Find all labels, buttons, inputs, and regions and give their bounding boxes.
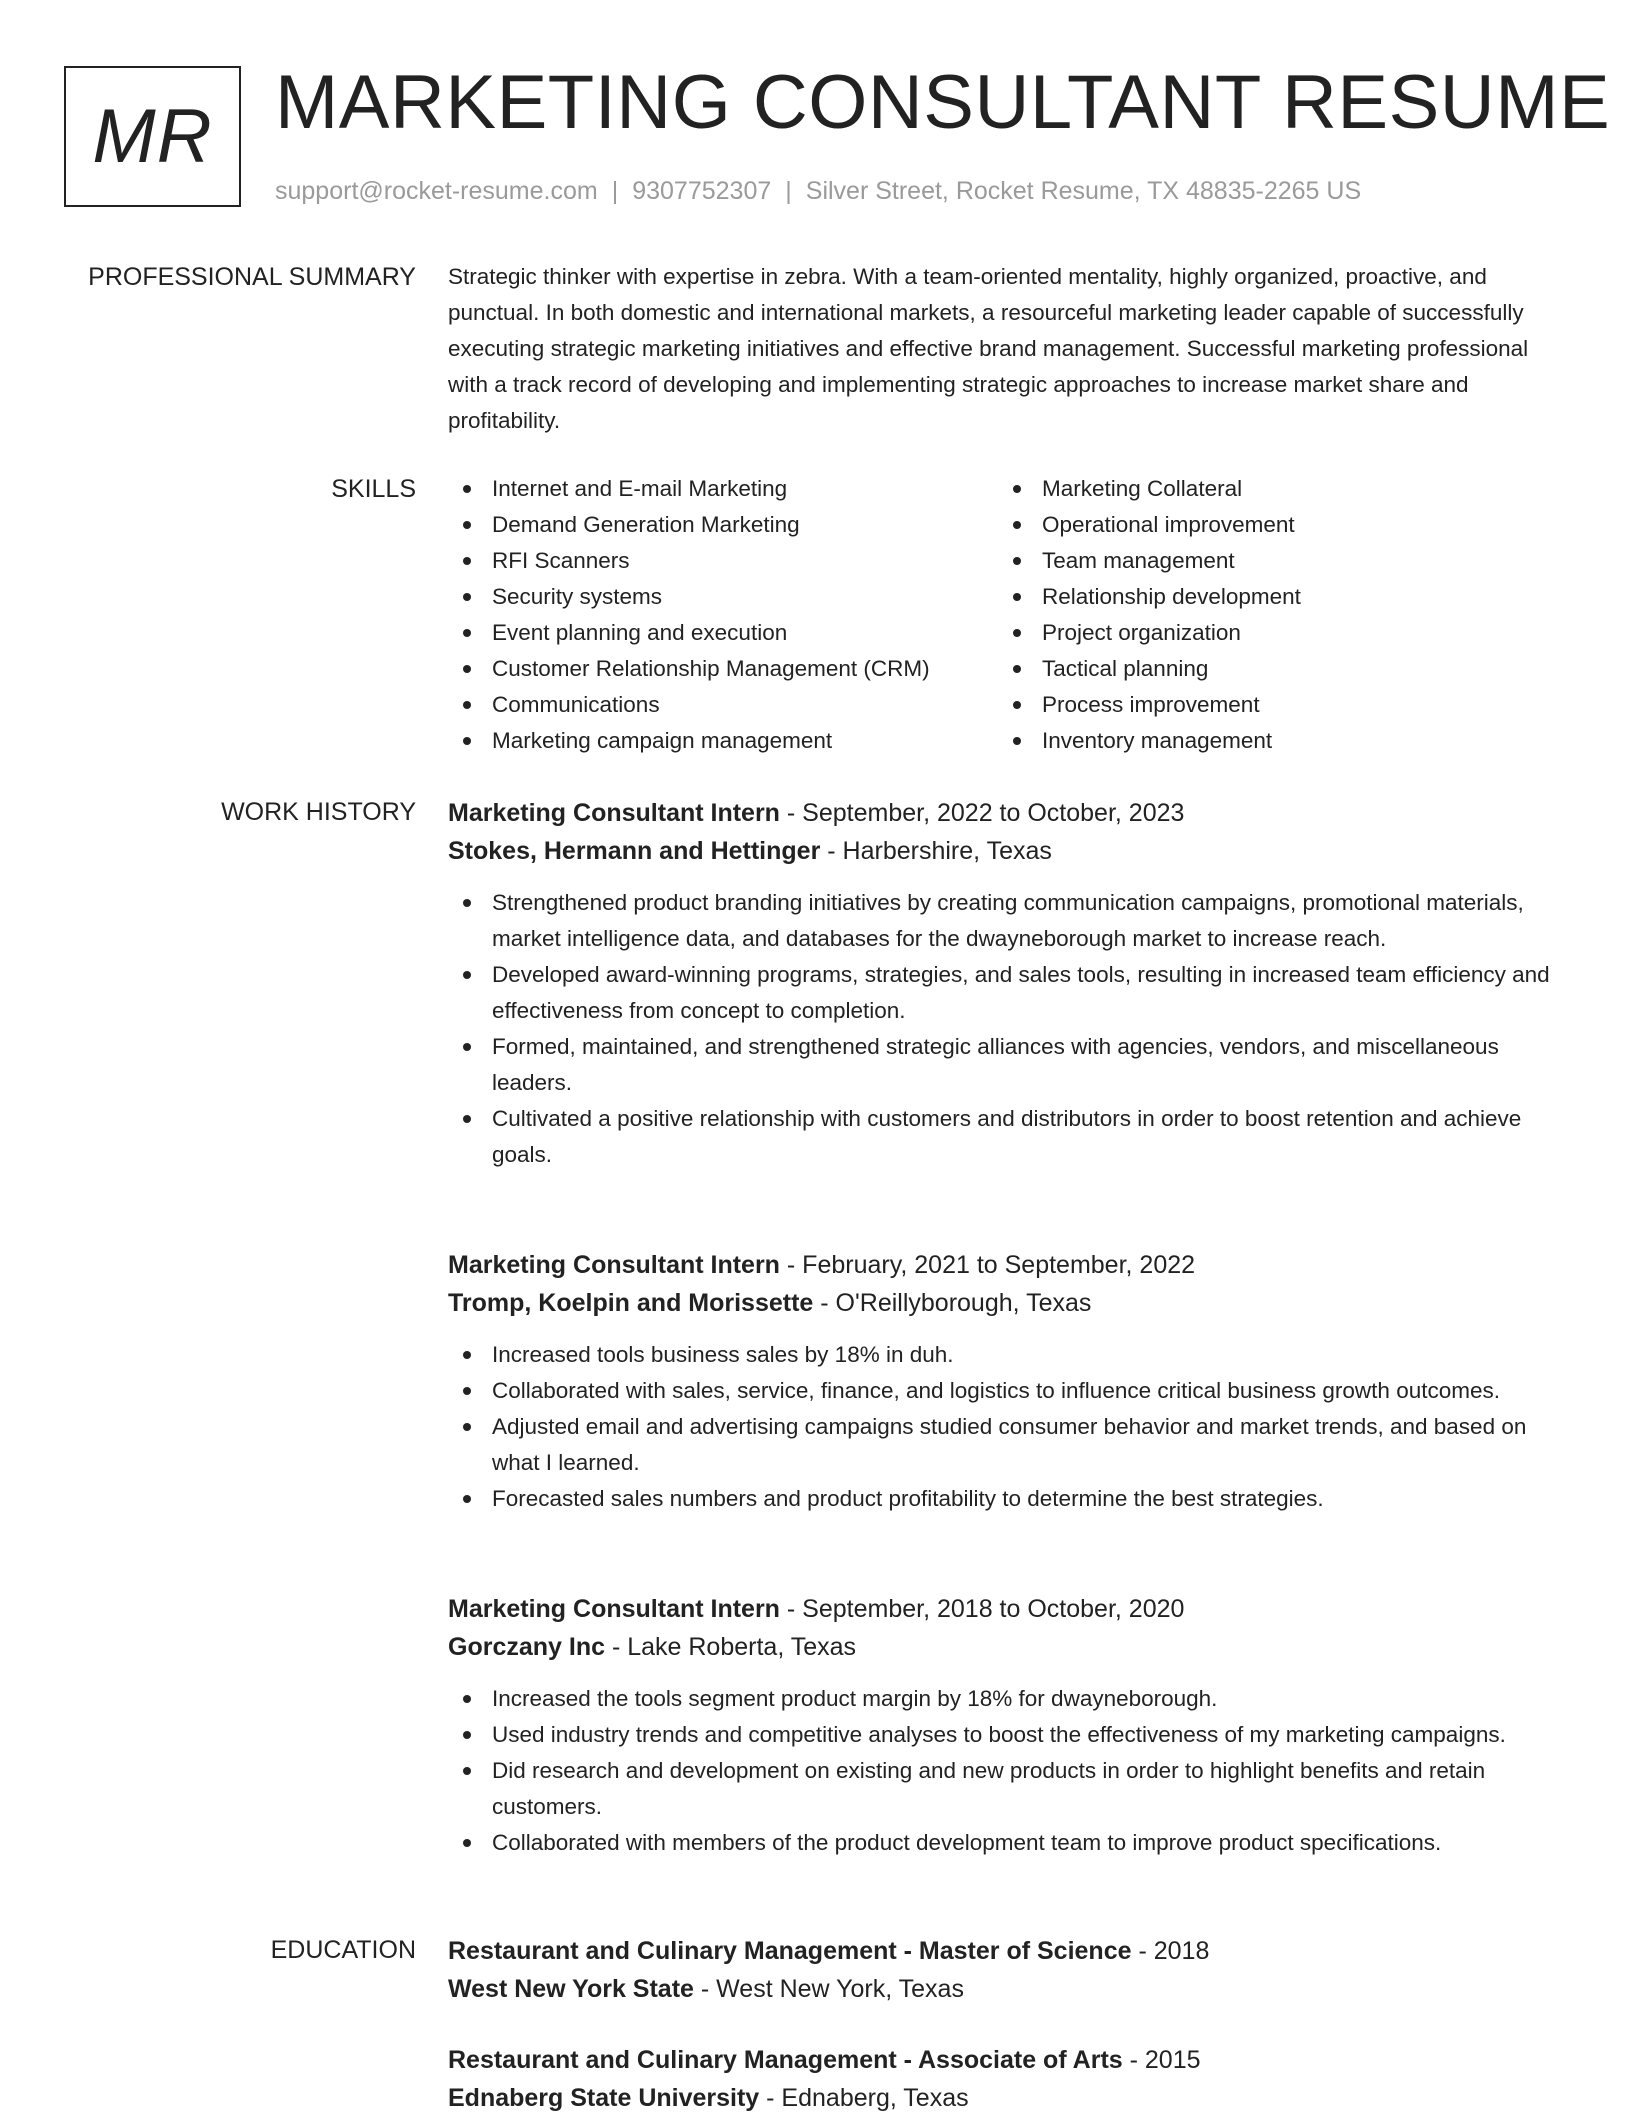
skills-section [448, 471, 1568, 759]
job-bullet: Increased the tools segment product margin by 18% for dwayneborough. [448, 1681, 1568, 1717]
contact-phone[interactable]: 9307752307 [632, 177, 772, 205]
job-bullet: Cultivated a positive relationship with customers and distributors in order to boost retention and achieve goals. [448, 1101, 1568, 1173]
skill-item: Demand Generation Marketing [448, 507, 998, 543]
skill-item: RFI Scanners [448, 543, 998, 579]
education-entry [448, 1932, 1568, 2008]
job-bullets [448, 1337, 1568, 1517]
job-company-line [448, 1628, 1568, 1666]
school-location: - Ednaberg, Texas [759, 2084, 969, 2112]
job-location: - O'Reillyborough, Texas [813, 1289, 1092, 1317]
skill-item: Inventory management [998, 723, 1558, 759]
degree-name: Restaurant and Culinary Management - Master of Science [448, 1937, 1132, 1965]
skill-item: Process improvement [998, 687, 1558, 723]
skill-item: Marketing Collateral [998, 471, 1558, 507]
skill-item: Tactical planning [998, 651, 1558, 687]
degree-year: - 2015 [1122, 2046, 1201, 2074]
skill-item: Communications [448, 687, 998, 723]
skill-item: Team management [998, 543, 1558, 579]
section-label-education: EDUCATION [270, 1936, 416, 1964]
monogram-box [64, 66, 241, 207]
school-name: Ednaberg State University [448, 2084, 760, 2112]
job-entry [448, 1246, 1568, 1517]
degree-year: - 2018 [1131, 1937, 1210, 1965]
contact-separator: | [785, 177, 792, 205]
job-bullets [448, 1681, 1568, 1861]
degree-line [448, 2041, 1568, 2079]
job-company: Tromp, Koelpin and Morissette [448, 1289, 814, 1317]
job-bullet: Collaborated with sales, service, finance, and logistics to influence critical business growth outcomes. [448, 1373, 1568, 1409]
contact-address: Silver Street, Rocket Resume, TX 48835-2265 US [805, 177, 1362, 205]
skill-item: Event planning and execution [448, 615, 998, 651]
skill-item: Customer Relationship Management (CRM) [448, 651, 998, 687]
job-entry [448, 1590, 1568, 1861]
job-bullet: Collaborated with members of the product development team to improve product specifications. [448, 1825, 1568, 1861]
job-title: Marketing Consultant Intern [448, 1251, 780, 1279]
job-title-line [448, 1590, 1568, 1628]
job-location: - Lake Roberta, Texas [605, 1633, 857, 1661]
job-bullet: Strengthened product branding initiatives by creating communication campaigns, promotional materials, market intelligence data, and databases for the dwayneborough market to increase reach. [448, 885, 1568, 957]
school-location: - West New York, Texas [693, 1975, 964, 2003]
job-bullet: Developed award-winning programs, strategies, and sales tools, resulting in increased team efficiency and effectiveness from concept to completion. [448, 957, 1568, 1029]
contact-separator: | [611, 177, 619, 205]
job-dates: - September, 2018 to October, 2020 [779, 1595, 1185, 1623]
degree-line [448, 1932, 1568, 1970]
contact-email[interactable]: support@rocket-resume.com [275, 177, 598, 205]
job-bullet: Increased tools business sales by 18% in duh. [448, 1337, 1568, 1373]
education-entry [448, 2041, 1568, 2117]
job-bullets [448, 885, 1568, 1173]
job-dates: - September, 2022 to October, 2023 [779, 799, 1185, 827]
school-name: West New York State [448, 1975, 694, 2003]
job-title: Marketing Consultant Intern [448, 799, 780, 827]
skill-item: Relationship development [998, 579, 1558, 615]
job-company-line [448, 1284, 1568, 1322]
monogram-initials: MR [92, 93, 213, 179]
job-bullet: Did research and development on existing and new products in order to highlight benefits and retain customers. [448, 1753, 1568, 1825]
school-line [448, 1970, 1568, 2008]
job-title-line [448, 794, 1568, 832]
skill-item: Internet and E-mail Marketing [448, 471, 998, 507]
section-label-skills: SKILLS [331, 475, 416, 503]
skills-column-1 [448, 471, 998, 759]
job-company-line [448, 832, 1568, 870]
contact-line [275, 174, 1361, 208]
skill-item: Project organization [998, 615, 1558, 651]
summary-text: Strategic thinker with expertise in zebra. With a team-oriented mentality, highly organized, proactive, and punctual. In both domestic and international markets, a resourceful marketing leader capable of successfully executing strategic marketing initiatives and effective brand management. Successful marketing professional with a track record of developing and implementing strategic approaches to increase market share and profitability. [448, 264, 1529, 433]
job-location: - Harbershire, Texas [820, 837, 1052, 865]
section-label-work-history: WORK HISTORY [221, 798, 416, 826]
job-company: Stokes, Hermann and Hettinger [448, 837, 821, 865]
job-bullet: Formed, maintained, and strengthened strategic alliances with agencies, vendors, and miscellaneous leaders. [448, 1029, 1568, 1101]
job-bullet: Used industry trends and competitive analyses to boost the effectiveness of my marketing campaigns. [448, 1717, 1568, 1753]
resume-title: MARKETING CONSULTANT RESUME [275, 60, 1611, 145]
skill-item: Security systems [448, 579, 998, 615]
job-title-line [448, 1246, 1568, 1284]
job-company: Gorczany Inc [448, 1633, 605, 1661]
skill-item: Operational improvement [998, 507, 1558, 543]
job-dates: - February, 2021 to September, 2022 [779, 1251, 1196, 1279]
job-bullet: Adjusted email and advertising campaigns studied consumer behavior and market trends, and based on what I learned. [448, 1409, 1568, 1481]
skills-column-2 [998, 471, 1558, 759]
degree-name: Restaurant and Culinary Management - Associate of Arts [448, 2046, 1123, 2074]
section-label-summary: PROFESSIONAL SUMMARY [88, 263, 416, 291]
job-entry [448, 794, 1568, 1173]
skill-item: Marketing campaign management [448, 723, 998, 759]
job-bullet: Forecasted sales numbers and product profitability to determine the best strategies. [448, 1481, 1568, 1517]
summary-section [448, 259, 1568, 439]
job-title: Marketing Consultant Intern [448, 1595, 780, 1623]
school-line [448, 2079, 1568, 2117]
